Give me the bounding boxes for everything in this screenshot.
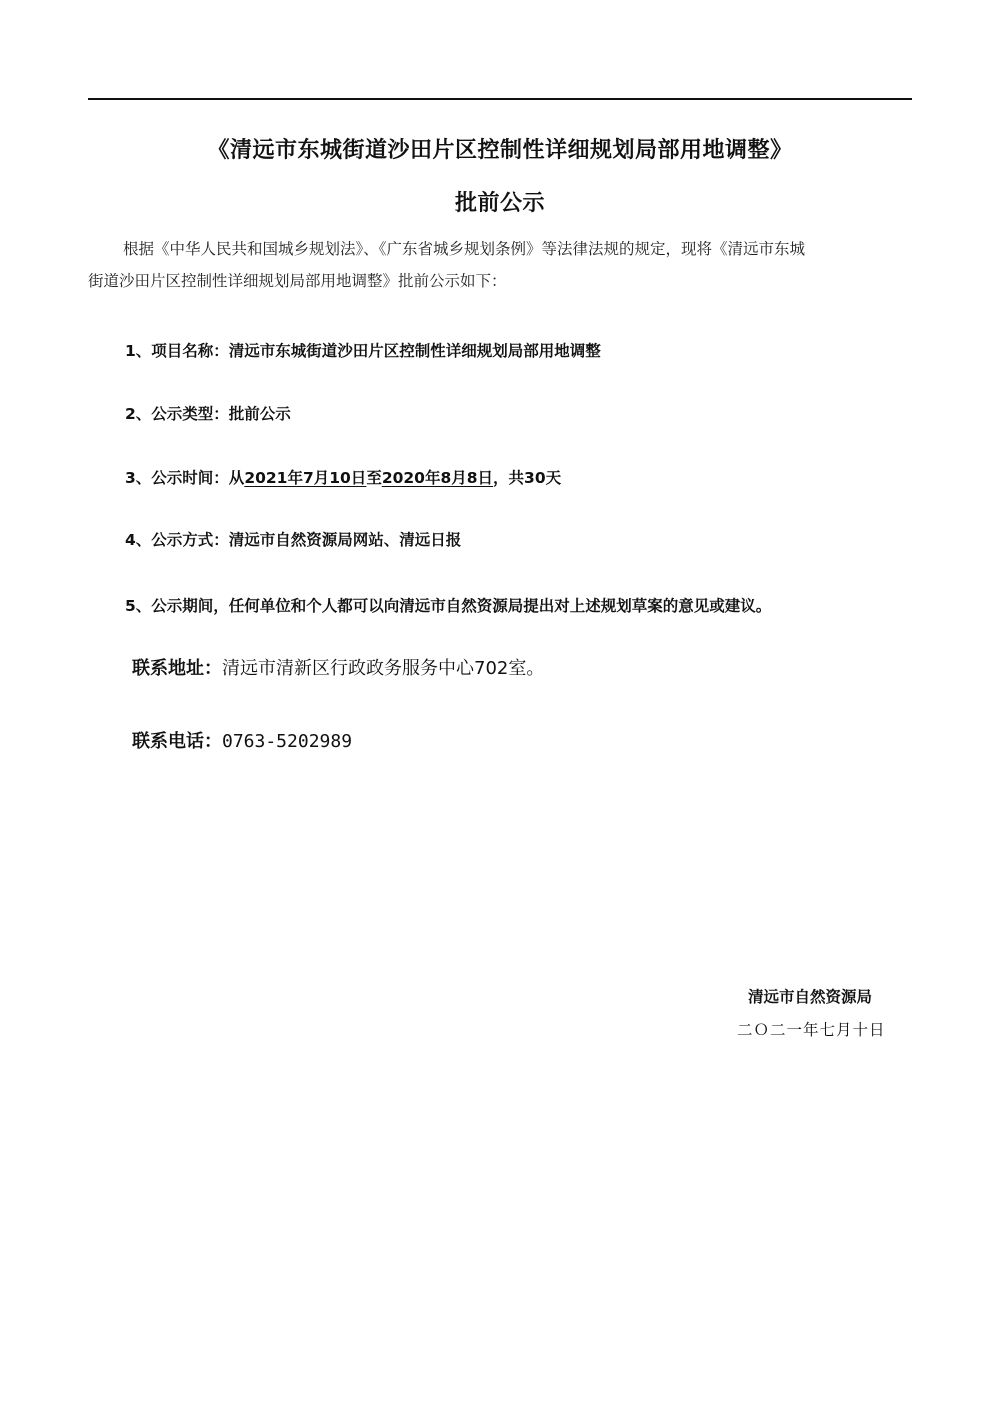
contact-phone-value: 0763-5202989 [222,731,353,752]
item-notice-type [125,402,291,424]
document-subtitle: 批前公示 [454,191,545,216]
item-label: 1、项目名称： [125,342,229,360]
contact-phone-label: 联系电话： [132,731,222,752]
period-end-date: 2020年8月8日 [381,469,494,487]
intro-line-2: 街道沙田片区控制性详细规划局部用地调整》批前公示如下： [88,272,507,290]
period-mid: 至 [366,469,382,487]
item-feedback [125,594,771,616]
period-start-date: 2021年7月10日 [244,469,367,487]
item-value: 公示期间，任何单位和个人都可以向清远市自然资源局提出对上述规划草案的意见或建议。 [151,597,772,615]
item-value: 清远市东城街道沙田片区控制性详细规划局部用地调整 [228,342,601,360]
item-notice-method [125,528,461,550]
intro-paragraph [88,233,912,297]
period-suffix: ，共30天 [493,469,562,487]
signature-org: 清远市自然资源局 [748,988,873,1006]
item-label: 2、公示类型： [125,405,229,423]
contact-address [132,654,544,680]
item-label: 3、公示时间： [125,469,229,487]
item-label: 5、 [125,597,152,615]
contact-phone [132,727,352,753]
item-label: 4、公示方式： [125,531,229,549]
header-rule [88,98,912,100]
document-title: 《清远市东城街道沙田片区控制性详细规划局部用地调整》 [207,138,793,163]
item-value: 批前公示 [228,405,291,423]
item-project-name [125,339,601,361]
contact-address-value: 清远市清新区行政政务服务中心702室。 [222,658,545,679]
signature-date: 二Ｏ二一年七月十日 [737,1021,886,1039]
contact-address-label: 联系地址： [132,658,222,679]
item-notice-period [125,466,561,488]
period-prefix: 从 [228,469,245,487]
intro-line-1: 根据《中华人民共和国城乡规划法》、《广东省城乡规划条例》等法律法规的规定，现将《清远市东城 [123,240,806,258]
item-value: 清远市自然资源局网站、清远日报 [228,531,462,549]
